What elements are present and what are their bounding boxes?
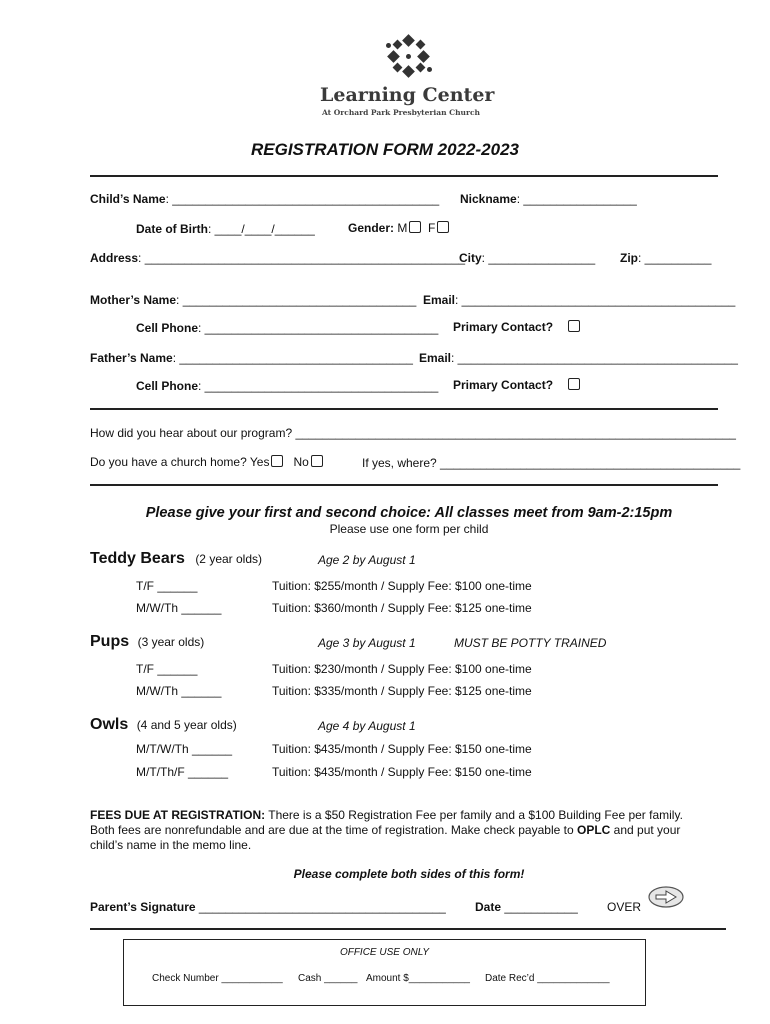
fees-line-1: [90, 808, 683, 823]
fees-paragraph: [90, 808, 683, 853]
mother-email-field[interactable]: [423, 293, 735, 307]
mother-cell-field[interactable]: [136, 321, 438, 335]
parent-signature-field[interactable]: [90, 900, 446, 914]
father-name-blank[interactable]: : ___________________________________: [172, 351, 413, 365]
city-field[interactable]: [459, 251, 595, 265]
mother-email-label: Email: [423, 293, 456, 307]
city-blank[interactable]: : ________________: [481, 251, 596, 265]
gender-m-checkbox[interactable]: [409, 221, 421, 233]
fees-line-2: [90, 823, 683, 838]
child-name-field[interactable]: [90, 192, 439, 206]
gender-f-label: F: [428, 221, 436, 235]
over-label: OVER: [607, 900, 642, 914]
church-no-label: No: [293, 455, 309, 469]
class-ages: (4 and 5 year olds): [136, 718, 237, 732]
class-header: [90, 550, 262, 568]
class-option-tuition: Tuition: $255/month / Supply Fee: $100 one-time: [272, 579, 532, 593]
hear-about-field[interactable]: [90, 426, 736, 440]
logo-subtitle: At Orchard Park Presbyterian Church: [322, 108, 480, 117]
class-option-days[interactable]: T/F ______: [136, 662, 198, 676]
father-primary-contact: [453, 378, 580, 392]
class-option-tuition: Tuition: $335/month / Supply Fee: $125 one-time: [272, 684, 532, 698]
signature-label: Parent’s Signature: [90, 900, 196, 914]
arrow-right-icon: [648, 886, 684, 913]
class-name: Pups: [90, 633, 130, 650]
choice-heading: Please give your first and second choice: All classes meet from 9am-2:15pm: [145, 505, 673, 521]
class-age-cutoff: Age 2 by August 1: [318, 553, 416, 567]
mother-cell-label: Cell Phone: [136, 321, 199, 335]
hear-about-blank[interactable]: __________________________________________________________________: [292, 426, 736, 440]
fees-text-1: There is a $50 Registration Fee per family and a $100 Building Fee per family.: [265, 808, 683, 822]
fees-label: FEES DUE AT REGISTRATION:: [90, 808, 266, 822]
fees-text-2: Both fees are nonrefundable and are due at the time of registration. Make check payable to: [90, 823, 577, 837]
child-name-blank[interactable]: : ________________________________________: [165, 192, 440, 206]
hear-about-label: How did you hear about our program?: [90, 426, 293, 440]
gender-label: Gender:: [348, 221, 395, 235]
divider-contacts: [90, 408, 718, 410]
mother-cell-blank[interactable]: : ___________________________________: [198, 321, 439, 335]
class-ages: (2 year olds): [195, 552, 263, 566]
church-yes-label: Yes: [249, 455, 270, 469]
class-requirement-note: MUST BE POTTY TRAINED: [454, 636, 607, 650]
nickname-blank[interactable]: : _________________: [516, 192, 637, 206]
gender-field: [348, 221, 449, 235]
church-where-blank[interactable]: _____________________________________________: [436, 456, 741, 470]
class-option-days[interactable]: M/T/Th/F ______: [136, 765, 229, 779]
office-use-box: [123, 939, 646, 1006]
gender-f-checkbox[interactable]: [437, 221, 449, 233]
address-blank[interactable]: : ________________________________________________: [138, 251, 466, 265]
father-name-field[interactable]: [90, 351, 413, 365]
class-header: [90, 716, 237, 734]
church-yes-checkbox[interactable]: [271, 455, 283, 467]
divider-bottom: [90, 928, 726, 930]
father-email-label: Email: [419, 351, 452, 365]
class-header: [90, 633, 204, 651]
nickname-label: Nickname: [460, 192, 517, 206]
class-option-tuition: Tuition: $360/month / Supply Fee: $125 one-time: [272, 601, 532, 615]
gender-m-label: M: [397, 221, 408, 235]
city-label: City: [459, 251, 482, 265]
fees-payee: OPLC: [576, 823, 611, 837]
class-option-tuition: Tuition: $230/month / Supply Fee: $100 one-time: [272, 662, 532, 676]
zip-field[interactable]: [620, 251, 711, 265]
class-option-days[interactable]: M/W/Th ______: [136, 601, 222, 615]
church-home-field: [90, 455, 323, 469]
class-option-tuition: Tuition: $435/month / Supply Fee: $150 one-time: [272, 742, 532, 756]
form-title: REGISTRATION FORM 2022-2023: [251, 140, 519, 159]
date-blank[interactable]: ___________: [501, 900, 578, 914]
cash-field[interactable]: Cash ______: [298, 973, 358, 984]
check-number-field[interactable]: Check Number ___________: [152, 973, 283, 984]
mother-name-label: Mother’s Name: [90, 293, 177, 307]
reminder-text: Please complete both sides of this form!: [293, 867, 525, 881]
amount-field[interactable]: Amount $___________: [366, 973, 470, 984]
dob-blank[interactable]: : ____/____/______: [208, 222, 315, 236]
signature-blank[interactable]: _____________________________________: [195, 900, 446, 914]
choice-note: Please use one form per child: [329, 522, 489, 536]
nickname-field[interactable]: [460, 192, 637, 206]
address-label: Address: [90, 251, 139, 265]
dob-label: Date of Birth: [136, 222, 208, 236]
father-primary-checkbox[interactable]: [568, 378, 580, 390]
flower-logo-icon: [386, 34, 432, 80]
mother-primary-checkbox[interactable]: [568, 320, 580, 332]
class-ages: (3 year olds): [137, 635, 205, 649]
zip-label: Zip: [620, 251, 638, 265]
church-no-checkbox[interactable]: [311, 455, 323, 467]
father-name-label: Father’s Name: [90, 351, 173, 365]
fees-text-3: and put your: [610, 823, 681, 837]
father-cell-field[interactable]: [136, 379, 438, 393]
fees-line-3: child’s name in the memo line.: [90, 838, 252, 852]
mother-name-blank[interactable]: : ___________________________________: [176, 293, 417, 307]
address-field[interactable]: [90, 251, 465, 265]
father-email-blank[interactable]: : __________________________________________: [451, 351, 738, 365]
divider-survey: [90, 484, 718, 486]
father-cell-label: Cell Phone: [136, 379, 199, 393]
class-age-cutoff: Age 4 by August 1: [318, 719, 416, 733]
father-primary-label: Primary Contact?: [453, 378, 554, 392]
church-home-label: Do you have a church home?: [90, 455, 247, 469]
mother-email-blank[interactable]: : _________________________________________: [455, 293, 736, 307]
logo-title: Learning Center: [320, 84, 495, 106]
class-option-tuition: Tuition: $435/month / Supply Fee: $150 one-time: [272, 765, 532, 779]
father-email-field[interactable]: [419, 351, 738, 365]
date-field[interactable]: [475, 900, 578, 914]
dob-field[interactable]: [136, 222, 315, 236]
mother-primary-label: Primary Contact?: [453, 320, 554, 334]
class-option-days[interactable]: M/T/W/Th ______: [136, 742, 233, 756]
class-name: Teddy Bears: [90, 550, 185, 567]
mother-primary-contact: [453, 320, 580, 334]
class-name: Owls: [90, 716, 129, 733]
office-use-title: OFFICE USE ONLY: [339, 947, 430, 958]
logo: [320, 34, 500, 120]
church-where-field[interactable]: [362, 456, 740, 470]
father-cell-blank[interactable]: : ___________________________________: [198, 379, 439, 393]
class-option-days[interactable]: M/W/Th ______: [136, 684, 222, 698]
zip-blank[interactable]: : __________: [638, 251, 712, 265]
mother-name-field[interactable]: [90, 293, 416, 307]
divider-top: [90, 175, 718, 177]
class-option-days[interactable]: T/F ______: [136, 579, 198, 593]
class-age-cutoff: Age 3 by August 1: [318, 636, 416, 650]
date-label: Date: [475, 900, 502, 914]
child-name-label: Child’s Name: [90, 192, 166, 206]
date-received-field[interactable]: Date Rec’d _____________: [485, 973, 610, 984]
church-where-label: If yes, where?: [362, 456, 437, 470]
